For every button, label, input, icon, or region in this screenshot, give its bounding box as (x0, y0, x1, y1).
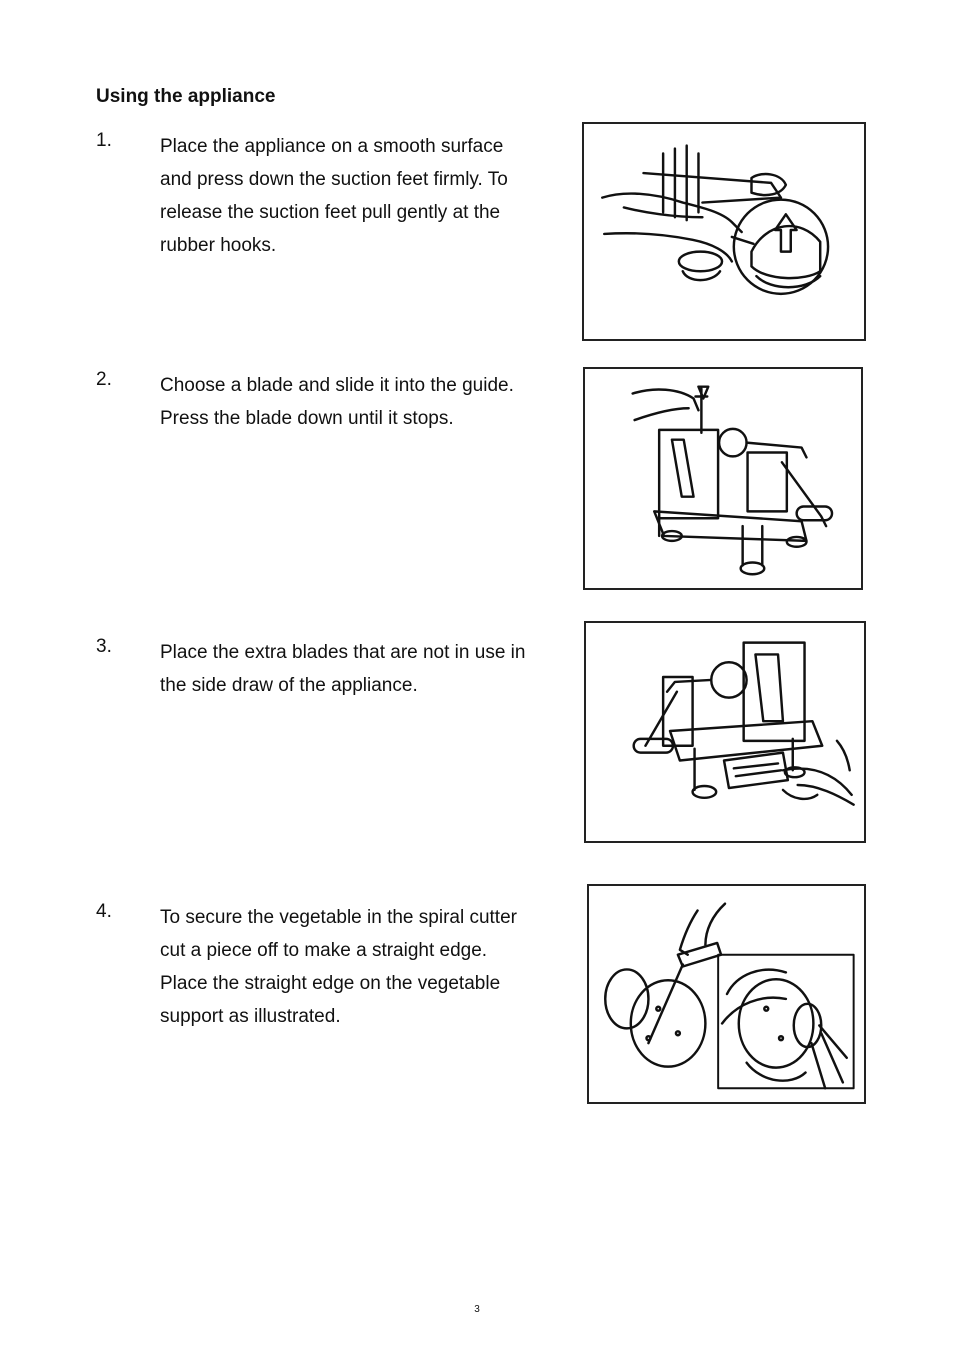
step-text-line: To secure the vegetable in the spiral cutter (160, 907, 517, 928)
step-text-line: Press the blade down until it stops. (160, 408, 454, 429)
page-number: 3 (474, 1304, 480, 1315)
step-text (160, 369, 570, 435)
cutting-vegetable-illustration (587, 884, 866, 1104)
step-text-line: the side draw of the appliance. (160, 675, 418, 696)
step-text (160, 130, 570, 262)
step-text-line: rubber hooks. (160, 235, 277, 256)
step-number: 1. (96, 130, 112, 151)
step-text-line: support as illustrated. (160, 1006, 341, 1027)
suction-foot-illustration (582, 122, 866, 341)
step-number: 3. (96, 636, 112, 657)
step-number: 4. (96, 901, 112, 922)
step-text (160, 636, 570, 702)
blade-storage-drawer-illustration (584, 621, 866, 843)
step-text-line: and press down the suction feet firmly. To (160, 169, 508, 190)
step-text-line: Place the extra blades that are not in use in (160, 642, 526, 663)
step-text (160, 901, 570, 1033)
section-heading: Using the appliance (96, 86, 276, 107)
step-text-line: Choose a blade and slide it into the guide. (160, 375, 514, 396)
step-text-line: cut a piece off to make a straight edge. (160, 940, 488, 961)
step-number: 2. (96, 369, 112, 390)
step-text-line: release the suction feet pull gently at the (160, 202, 501, 223)
step-text-line: Place the appliance on a smooth surface (160, 136, 504, 157)
blade-insertion-illustration (583, 367, 863, 590)
step-text-line: Place the straight edge on the vegetable (160, 973, 501, 994)
